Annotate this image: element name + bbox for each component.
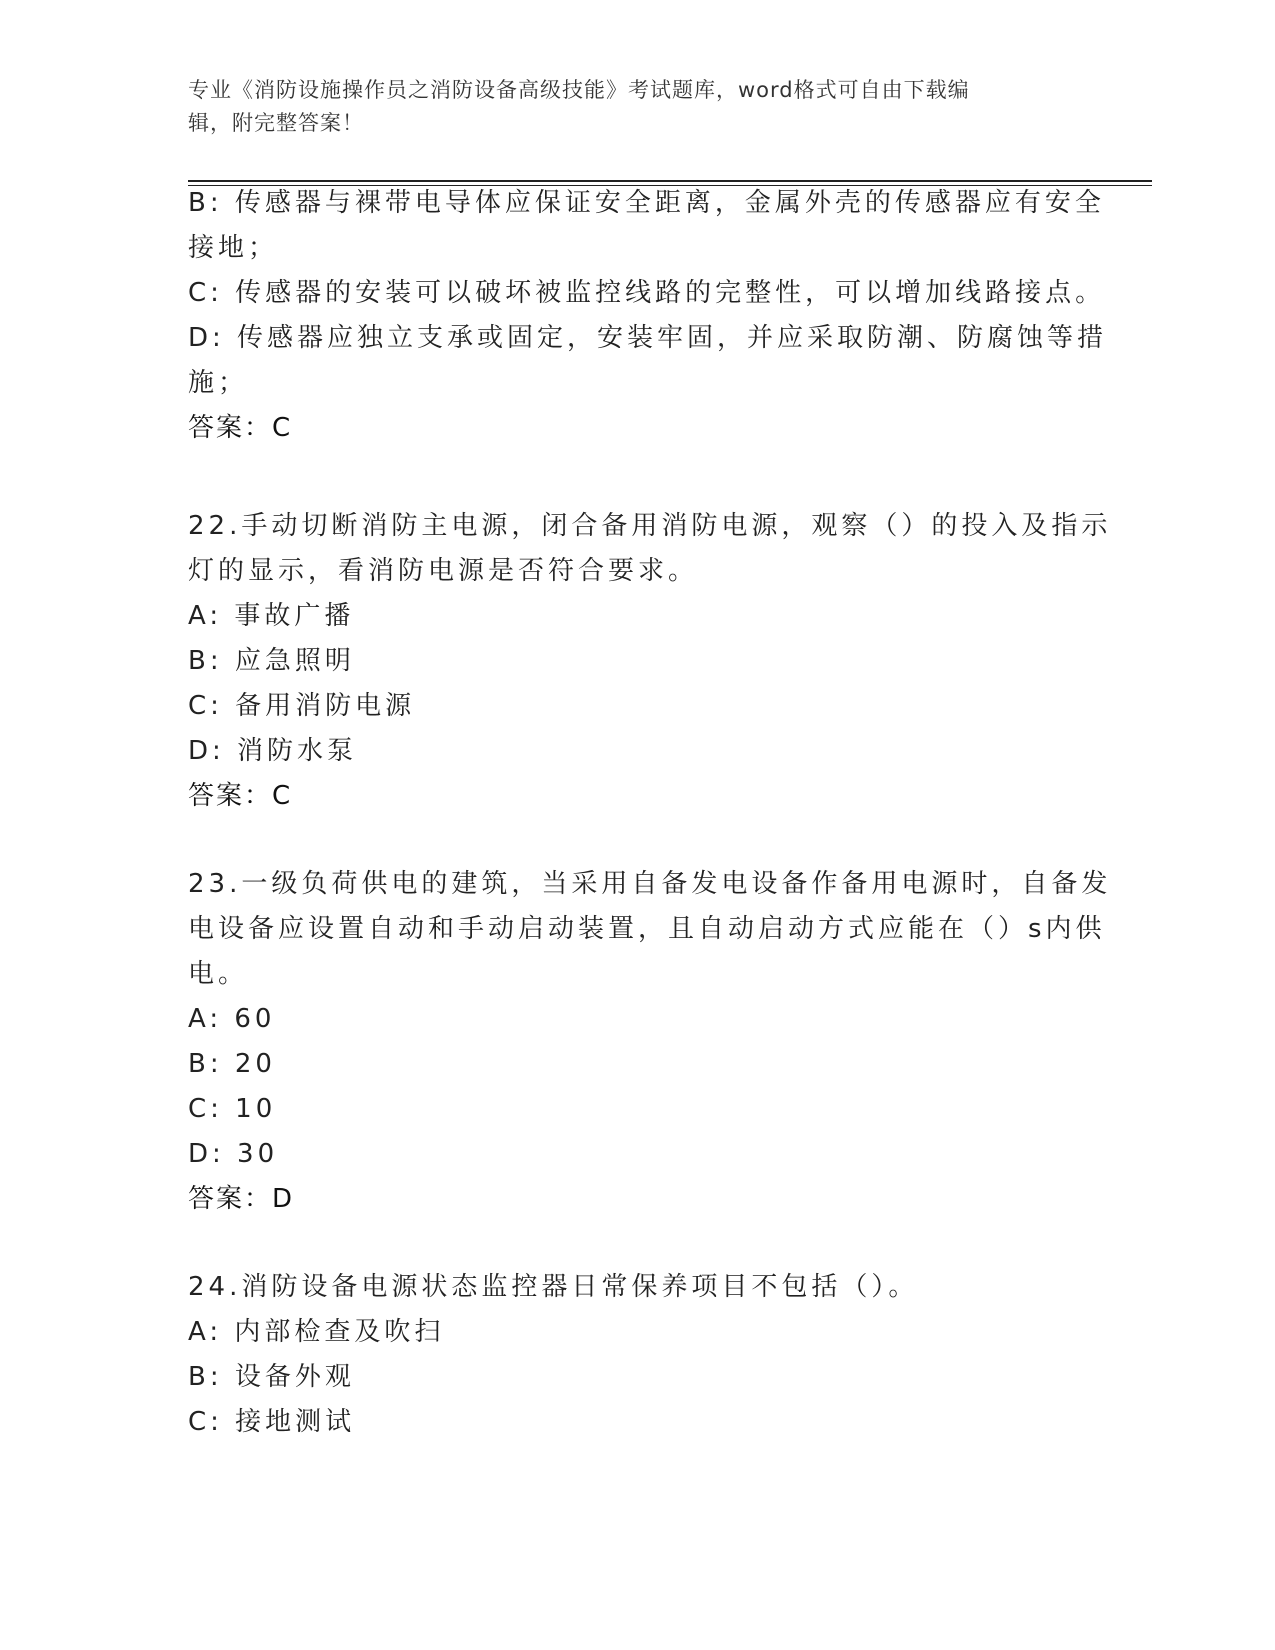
prev-option-d-line-2: 施； <box>188 368 249 398</box>
question-23 <box>188 862 1112 1222</box>
header-line-2: 辑，附完整答案！ <box>188 111 364 135</box>
prev-option-b-line-1: B: 传感器与裸带电导体应保证安全距离，金属外壳的传感器应有安全 <box>188 188 1105 218</box>
q22-option-a: A: 事故广播 <box>188 601 355 631</box>
q22-option-d: D: 消防水泵 <box>188 736 358 766</box>
q24-option-a: A: 内部检查及吹扫 <box>188 1317 445 1347</box>
q22-option-b: B: 应急照明 <box>188 646 355 676</box>
prev-question-block <box>188 181 1108 451</box>
prev-option-c: C: 传感器的安装可以破坏被监控线路的完整性，可以增加线路接点。 <box>188 278 1106 308</box>
q23-option-d: D: 30 <box>188 1139 279 1169</box>
question-24 <box>188 1265 1088 1445</box>
q23-stem-line-2: 电设备应设置自动和手动启动装置，且自动启动方式应能在（）s内供 <box>188 914 1106 944</box>
question-22 <box>188 504 1112 819</box>
q22-answer: 答案：C <box>188 781 293 811</box>
q23-answer: 答案：D <box>188 1184 295 1214</box>
header-line-1: 专业《消防设施操作员之消防设备高级技能》考试题库，word格式可自由下载编 <box>188 78 970 102</box>
q22-stem-line-2: 灯的显示，看消防电源是否符合要求。 <box>188 556 699 586</box>
q24-stem: 24.消防设备电源状态监控器日常保养项目不包括（）。 <box>188 1272 919 1302</box>
prev-option-b-line-2: 接地； <box>188 233 279 263</box>
q23-option-a: A: 60 <box>188 1004 276 1034</box>
q22-stem-line-1: 22.手动切断消防主电源，闭合备用消防电源，观察（）的投入及指示 <box>188 511 1112 541</box>
q23-stem-line-1: 23.一级负荷供电的建筑，当采用自备发电设备作备用电源时，自备发 <box>188 869 1112 899</box>
q23-option-b: B: 20 <box>188 1049 276 1079</box>
q23-option-c: C: 10 <box>188 1094 277 1124</box>
q24-option-c: C: 接地测试 <box>188 1407 356 1437</box>
q23-stem-line-3: 电。 <box>188 959 249 989</box>
q24-option-b: B: 设备外观 <box>188 1362 355 1392</box>
prev-option-d-line-1: D: 传感器应独立支承或固定，安装牢固，并应采取防潮、防腐蚀等措 <box>188 323 1108 353</box>
document-header <box>188 74 1068 140</box>
prev-answer: 答案：C <box>188 413 293 443</box>
q22-option-c: C: 备用消防电源 <box>188 691 416 721</box>
